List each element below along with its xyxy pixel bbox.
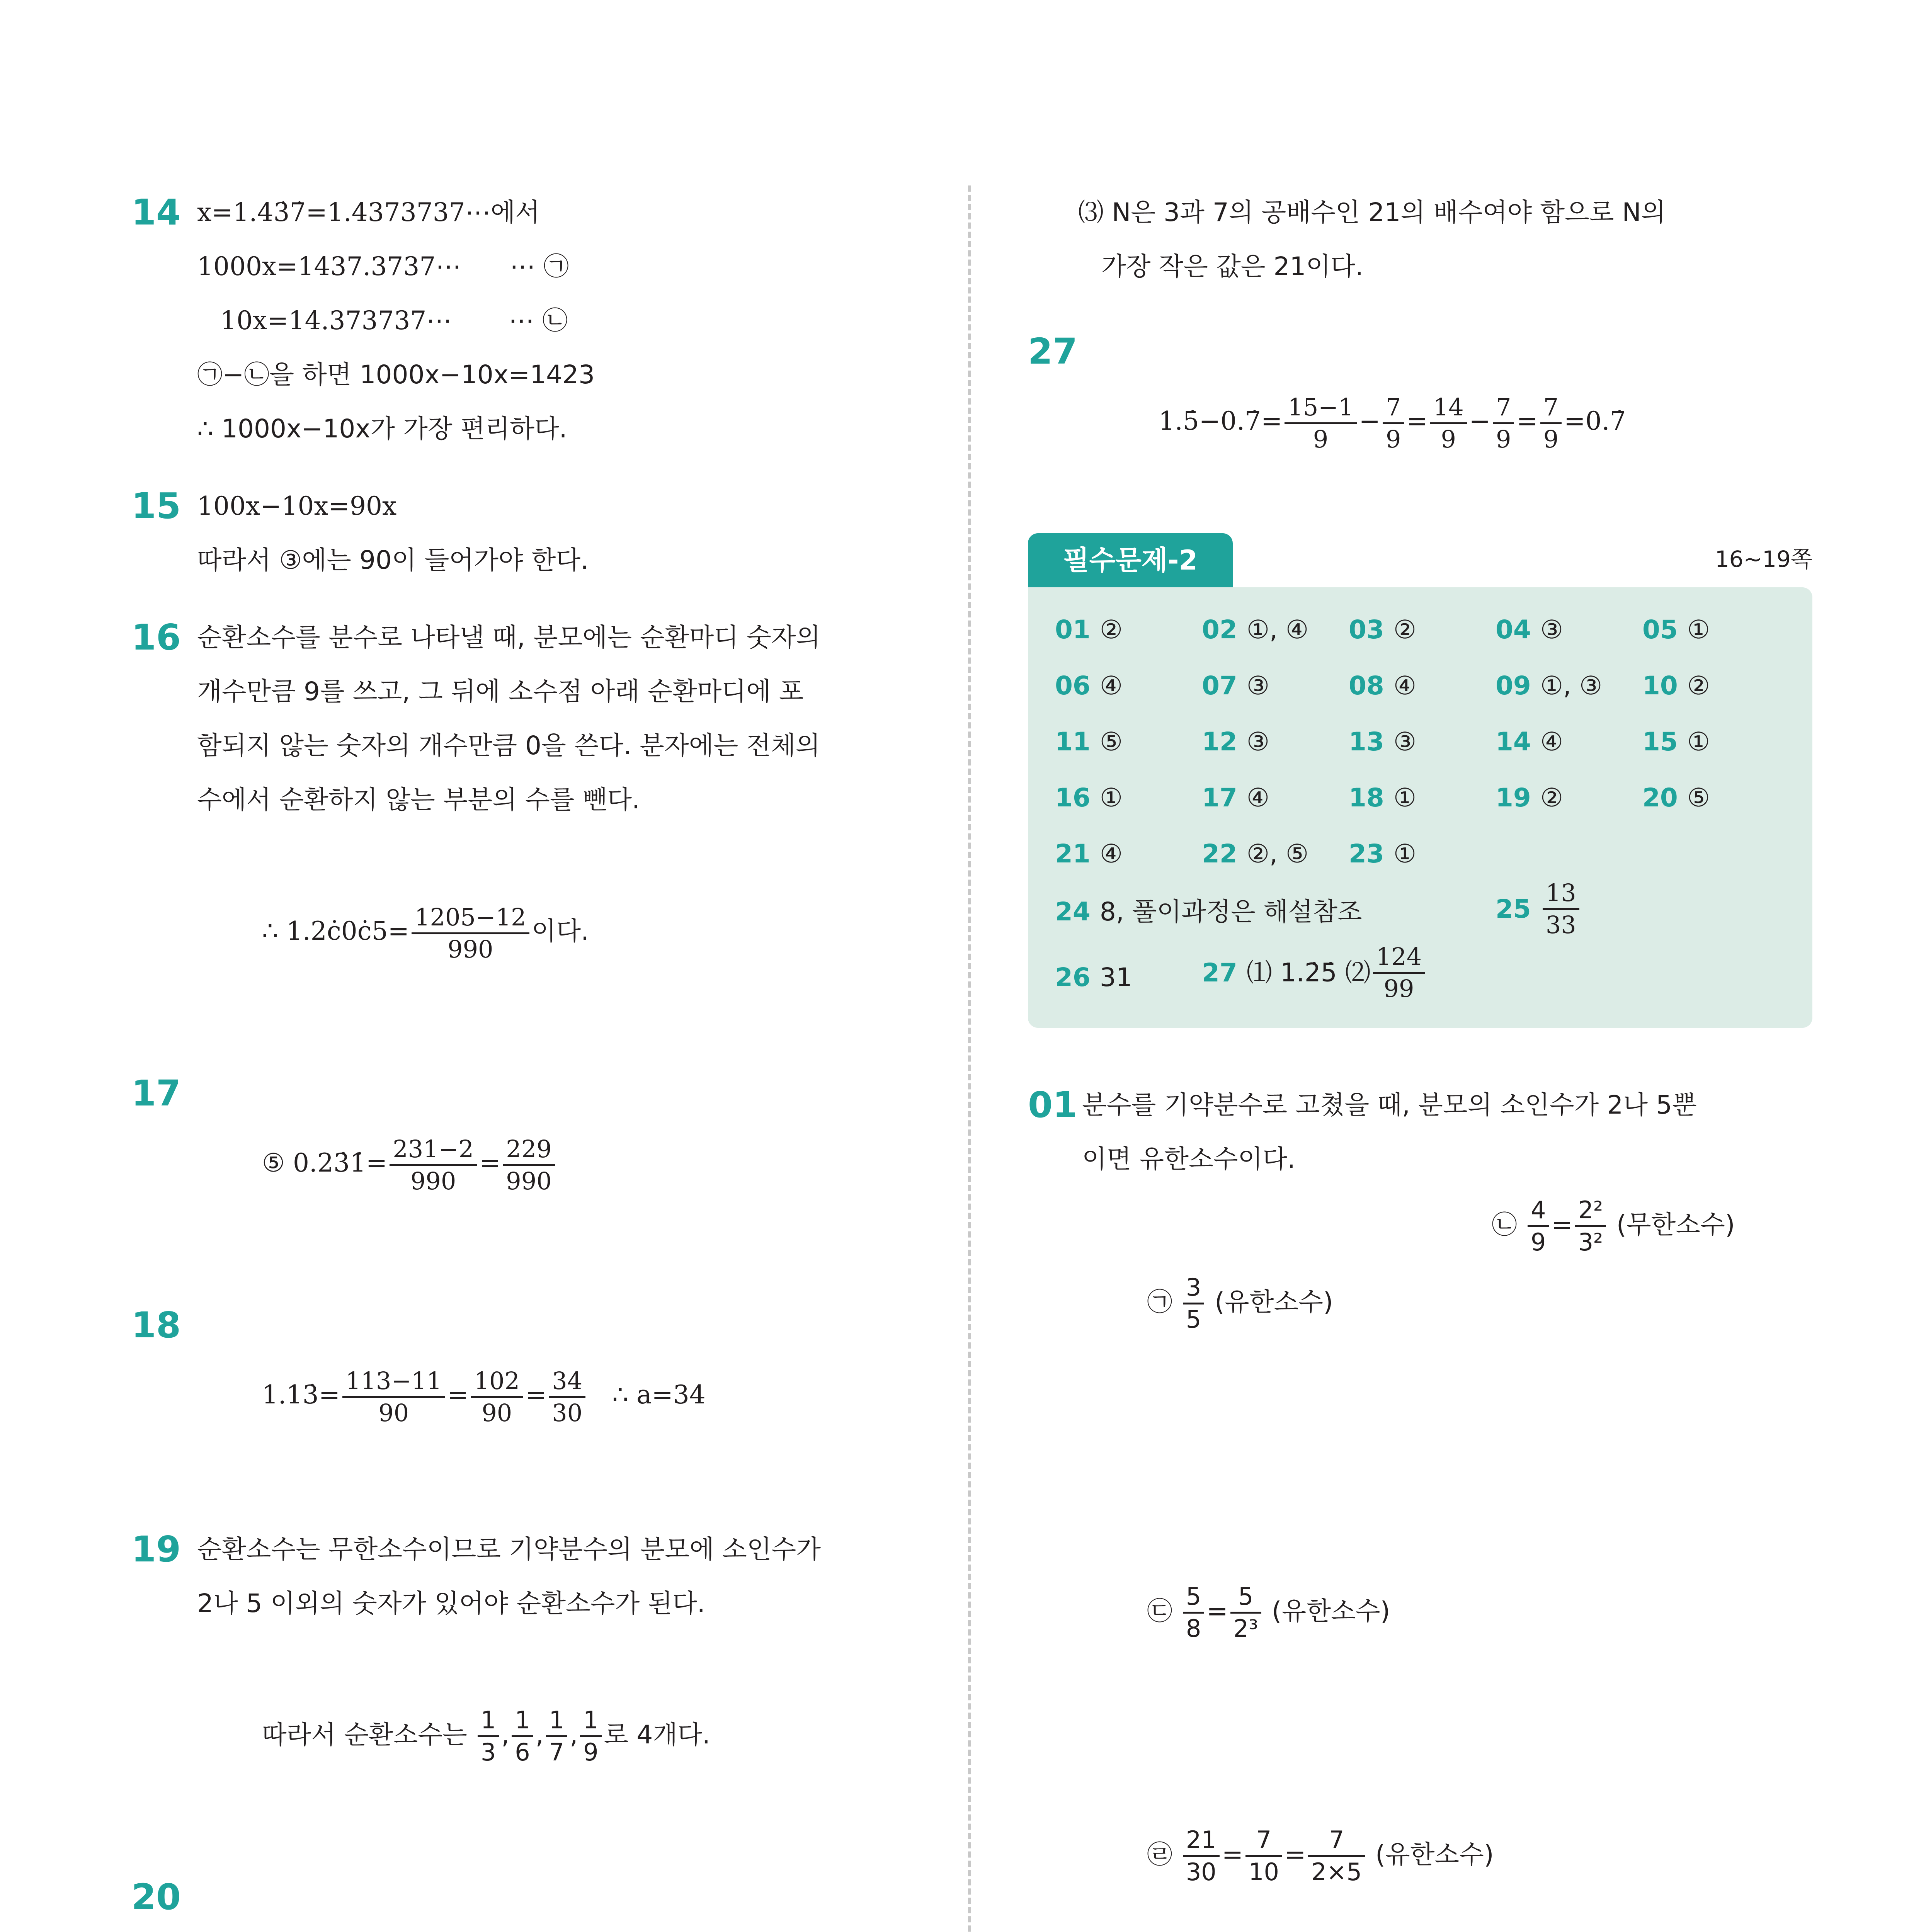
answer-value: ④	[1099, 839, 1123, 869]
solution-line	[197, 1291, 916, 1499]
solution-line	[1094, 317, 1824, 526]
denominator: 90	[378, 1398, 409, 1427]
right-column-lower	[1028, 1078, 1824, 1932]
text: =	[525, 1380, 547, 1410]
problem-number: 15	[131, 485, 181, 527]
answer-item	[1349, 779, 1416, 817]
denominator: 30	[552, 1398, 583, 1427]
denominator: 10	[1249, 1858, 1279, 1886]
answer-item	[1349, 723, 1416, 761]
text: =	[1222, 1840, 1244, 1869]
text: 따라서 순환소수는	[262, 1720, 475, 1750]
text: (유한소수)	[1367, 1840, 1494, 1869]
text: =	[1206, 1596, 1228, 1626]
answer-value: ④	[1099, 671, 1123, 701]
numerator: 34	[549, 1369, 585, 1398]
answer-value: ①	[1687, 727, 1710, 757]
answer-number: 17	[1202, 783, 1237, 813]
solution-20	[131, 1862, 916, 1932]
answer-value: ②, ⑤	[1246, 839, 1309, 869]
answer-number: 02	[1202, 615, 1237, 645]
fraction	[503, 1134, 555, 1195]
fraction	[1543, 881, 1579, 937]
problem-number: 01	[1028, 1084, 1078, 1126]
answer-number: 03	[1349, 615, 1384, 645]
answer-number: 23	[1349, 839, 1384, 869]
solution-line: 100x−10x=90x	[197, 491, 397, 521]
text: (유한소수)	[1206, 1287, 1333, 1317]
denominator: 9	[1530, 1228, 1546, 1257]
answer-item	[1055, 835, 1123, 873]
answer-value: ④	[1393, 671, 1417, 701]
denominator: 3²	[1578, 1228, 1603, 1257]
solution-17	[131, 1059, 916, 1267]
text: −	[1359, 406, 1380, 436]
solution-line: 따라서 ③에는 90이 들어가야 한다.	[197, 545, 589, 575]
numerator: 113−11	[342, 1369, 445, 1398]
answer-number: 06	[1055, 671, 1091, 701]
answer-item	[1055, 893, 1362, 931]
answer-box-title: 필수문제-2	[1028, 533, 1233, 587]
answer-item	[1202, 667, 1269, 705]
fraction	[1575, 1196, 1606, 1257]
problem-number: 19	[131, 1529, 181, 1570]
solution-line	[1082, 1495, 1824, 1727]
text: =	[1551, 1210, 1573, 1240]
answer-item	[1496, 667, 1602, 705]
solution-19	[131, 1522, 916, 1839]
solution-line	[197, 827, 916, 1036]
fraction	[549, 1366, 585, 1427]
fraction	[390, 1134, 477, 1195]
solution-line	[197, 1059, 916, 1267]
fraction	[1183, 1273, 1204, 1334]
denominator: 9	[1543, 425, 1559, 453]
solution-line: 순환소수를 분수로 나타낼 때, 분모에는 순환마디 숫자의	[197, 622, 821, 652]
numerator: 102	[471, 1369, 523, 1398]
solution-16	[131, 611, 916, 1036]
numerator: 15−1	[1285, 395, 1356, 424]
answer-item	[1496, 881, 1582, 937]
answer-item	[1349, 667, 1416, 705]
fraction	[1183, 1582, 1204, 1643]
answer-number: 27	[1202, 957, 1237, 988]
solution-line: 함되지 않는 숫자의 개수만큼 0을 쓴다. 분자에는 전체의	[197, 731, 820, 760]
solution-line	[1082, 1186, 1824, 1495]
answer-number: 26	[1055, 963, 1091, 992]
answer-value: ①	[1687, 615, 1710, 645]
answer-number: 10	[1642, 671, 1678, 701]
denominator: 9	[1441, 425, 1456, 453]
numerator: 13	[1543, 881, 1579, 910]
denominator: 2³	[1233, 1614, 1258, 1643]
answer-item	[1055, 779, 1123, 817]
answer-item	[1496, 779, 1563, 817]
solution-01	[1028, 1078, 1824, 1932]
text: ∴ 1.2ċ0ċ5=	[262, 916, 409, 946]
numerator: 5	[1183, 1585, 1204, 1614]
fraction	[1230, 1582, 1261, 1643]
text: −	[1469, 406, 1490, 436]
fraction	[478, 1706, 499, 1767]
answer-item	[1349, 835, 1416, 873]
solution-line: ∴ 1000x−10x가 가장 편리하다.	[197, 414, 567, 444]
fraction	[580, 1706, 601, 1767]
answer-number: 09	[1496, 671, 1531, 701]
fraction	[1383, 395, 1404, 451]
solution-27	[1028, 317, 1824, 526]
answer-number: 15	[1642, 727, 1678, 757]
fraction	[512, 1706, 533, 1767]
numerator: 7	[1245, 1828, 1282, 1857]
answer-value: ②	[1099, 615, 1123, 645]
denominator: 5	[1186, 1305, 1201, 1334]
answer-value: ②	[1540, 783, 1564, 813]
solution-line: 2나 5 이외의 숫자가 있어야 순환소수가 된다.	[197, 1588, 705, 1618]
text: =	[1284, 1840, 1306, 1869]
answer-number: 16	[1055, 783, 1091, 813]
answer-item	[1642, 779, 1710, 817]
text: ∴ a=34	[588, 1380, 706, 1410]
denominator: 990	[447, 935, 493, 963]
text: =	[1516, 406, 1538, 436]
numerator: 124	[1373, 945, 1425, 974]
solution-line: 따라서 순환소수는 $\frac{1}{3}$ , $\frac{1}{6}$ , $\frac{1}{7}$ , $\frac{1}{9}$ 로 4개다.	[262, 1706, 710, 1767]
numerator: 1	[512, 1708, 533, 1737]
text: (무한소수)	[1608, 1210, 1735, 1240]
answer-number: 19	[1496, 783, 1531, 813]
fraction	[1183, 1828, 1220, 1884]
numerator: 1205−12	[412, 905, 529, 934]
answer-value: ①	[1099, 783, 1123, 813]
denominator: 3	[480, 1738, 496, 1767]
fraction	[471, 1366, 523, 1427]
solution-line: ⑶ N은 3과 7의 공배수인 21의 배수여야 함으로 N의	[1078, 197, 1666, 227]
numerator: 2²	[1575, 1198, 1606, 1227]
numerator: 5	[1230, 1585, 1261, 1614]
solution-line: 수에서 순환하지 않는 부분의 수를 뺀다.	[197, 785, 640, 815]
answer-item	[1055, 958, 1132, 997]
problem-number: 27	[1028, 331, 1078, 372]
text: =	[447, 1380, 469, 1410]
denominator: 30	[1186, 1858, 1217, 1886]
text: 이다.	[531, 916, 589, 946]
fraction	[412, 905, 529, 961]
denominator: 9	[1496, 425, 1511, 453]
text: ㉡	[1492, 1210, 1525, 1240]
fraction	[546, 1706, 567, 1767]
answer-number: 21	[1055, 839, 1091, 869]
numerator: 14	[1430, 395, 1467, 424]
text: 1.13̇=	[262, 1380, 340, 1410]
solution-line: 10x=14.373737⋯ ⋯ ㉡	[220, 306, 568, 335]
problem-number: 16	[131, 617, 181, 658]
answer-item	[1496, 723, 1563, 761]
answer-item	[1202, 835, 1308, 873]
numerator: 3	[1183, 1276, 1204, 1304]
column-divider	[968, 185, 971, 1932]
right-column	[1028, 185, 1824, 549]
numerator: 1	[478, 1708, 499, 1737]
solution-line: 이면 유한소수이다.	[1082, 1144, 1296, 1174]
answer-item	[1055, 667, 1123, 705]
denominator: 8	[1186, 1614, 1201, 1643]
denominator: 90	[482, 1398, 512, 1427]
left-column	[131, 185, 916, 1932]
answer-item	[1202, 942, 1427, 1003]
text: =	[479, 1148, 501, 1178]
fraction	[1430, 395, 1467, 451]
answer-number: 13	[1349, 727, 1384, 757]
answer-value: ①	[1393, 839, 1417, 869]
numerator: 1	[546, 1708, 567, 1737]
solution-line: 1000x=1437.3737⋯ ⋯ ㉠	[197, 252, 569, 281]
answer-number: 12	[1202, 727, 1237, 757]
answer-number: 08	[1349, 671, 1384, 701]
answer-number: 22	[1202, 839, 1237, 869]
text: ⑤ 0.23̇1̇=	[262, 1148, 388, 1178]
answer-value: ①, ④	[1246, 615, 1309, 645]
answer-number: 07	[1202, 671, 1237, 701]
answer-value: 31	[1099, 963, 1132, 992]
text: (유한소수)	[1263, 1596, 1390, 1626]
answer-item	[1349, 611, 1416, 649]
answer-number: 01	[1055, 615, 1091, 645]
denominator: 9	[1385, 425, 1401, 453]
answer-value: ③	[1246, 671, 1270, 701]
text: 1.5̇−0.7̇=	[1158, 406, 1283, 436]
answer-item	[1642, 667, 1710, 705]
numerator: 7	[1540, 395, 1562, 424]
denominator: 7	[549, 1738, 565, 1767]
text: =0.7̇	[1564, 406, 1626, 436]
text: ㉠	[1147, 1287, 1181, 1317]
answer-value: ⑤	[1687, 783, 1710, 813]
problem-number: 14	[131, 192, 181, 233]
answer-value: ①	[1393, 783, 1417, 813]
answer-item	[1642, 611, 1710, 649]
solution-line: 분수를 기약분수로 고쳤을 때, 분모의 소인수가 2나 5뿐	[1082, 1090, 1697, 1120]
fraction	[1493, 395, 1514, 451]
answer-number: 25	[1496, 894, 1531, 924]
numerator: 231−2	[390, 1137, 477, 1166]
answer-value: ②	[1393, 615, 1417, 645]
problem-number: 18	[131, 1304, 181, 1346]
problem-number: 20	[131, 1876, 181, 1918]
solution-line: 순환소수는 무한소수이므로 기약분수의 분모에 소인수가	[197, 1534, 821, 1564]
denominator: 33	[1545, 911, 1576, 939]
denominator: 9	[1313, 425, 1329, 453]
answer-number: 04	[1496, 615, 1531, 645]
fraction	[1245, 1828, 1282, 1884]
answer-number: 24	[1055, 897, 1091, 927]
answer-number: 20	[1642, 783, 1678, 813]
numerator: 21	[1183, 1828, 1220, 1857]
answer-item	[1202, 779, 1269, 817]
numerator: 1	[580, 1708, 601, 1737]
answer-box	[1028, 587, 1812, 1028]
denominator: 990	[410, 1167, 456, 1195]
answer-value: ⑴ 1.2̇5̇ ⑵	[1246, 957, 1371, 988]
answer-value: ④	[1246, 783, 1270, 813]
solution-line	[197, 1862, 916, 1932]
text: =	[1406, 406, 1428, 436]
answer-group	[1492, 1186, 1735, 1264]
answer-item	[1642, 723, 1710, 761]
answer-item	[1055, 723, 1123, 761]
denominator: 99	[1383, 975, 1414, 1003]
answer-value: ⑤	[1099, 727, 1123, 757]
answer-value: ②	[1687, 671, 1710, 701]
solution-15	[131, 479, 916, 587]
denominator: 9	[583, 1738, 599, 1767]
answer-box-header	[1028, 533, 1812, 591]
solution-line: ㉠−㉡을 하면 1000x−10x=1423	[197, 360, 595, 389]
fraction	[1373, 942, 1425, 1003]
answer-number: 14	[1496, 727, 1531, 757]
answer-number: 05	[1642, 615, 1678, 645]
solution-14	[131, 185, 916, 456]
numerator: 4	[1528, 1198, 1549, 1227]
fraction	[342, 1366, 445, 1427]
text: 로 4개다.	[604, 1720, 710, 1750]
numerator: 7	[1493, 395, 1514, 424]
numerator: 229	[503, 1137, 555, 1166]
denominator: 2×5	[1311, 1858, 1362, 1886]
denominator: 990	[506, 1167, 552, 1195]
solution-line: 가장 작은 값은 21이다.	[1101, 252, 1363, 281]
fraction	[1528, 1196, 1549, 1257]
solution-line	[1082, 1727, 1824, 1932]
answer-item	[1496, 611, 1563, 649]
solution-line: x=1.43̇7̇=1.4373737⋯에서	[197, 197, 540, 227]
solution-18	[131, 1291, 916, 1499]
text: ㉢	[1147, 1596, 1181, 1626]
denominator: 6	[515, 1738, 530, 1767]
answer-item	[1055, 611, 1123, 649]
answer-number: 18	[1349, 783, 1384, 813]
answer-item	[1202, 611, 1308, 649]
answer-box-pages: 16~19쪽	[1715, 546, 1812, 572]
answer-value: ③	[1246, 727, 1270, 757]
fraction	[1285, 395, 1356, 451]
answer-number: 11	[1055, 727, 1091, 757]
answer-value: ④	[1540, 727, 1564, 757]
solution-24-continued	[1028, 185, 1824, 294]
solution-line: 개수만큼 9를 쓰고, 그 뒤에 소수점 아래 순환마디에 포	[197, 677, 804, 706]
numerator: 7	[1308, 1828, 1365, 1857]
answer-value: 8, 풀이과정은 해설참조	[1099, 897, 1362, 927]
text: ㉣	[1147, 1840, 1181, 1869]
problem-number: 17	[131, 1073, 181, 1114]
answer-item	[1202, 723, 1269, 761]
fraction	[1540, 395, 1562, 451]
answer-value: ①, ③	[1540, 671, 1603, 701]
numerator: 7	[1383, 395, 1404, 424]
fraction	[1308, 1828, 1365, 1884]
answer-value: ③	[1393, 727, 1417, 757]
answer-value: ③	[1540, 615, 1564, 645]
